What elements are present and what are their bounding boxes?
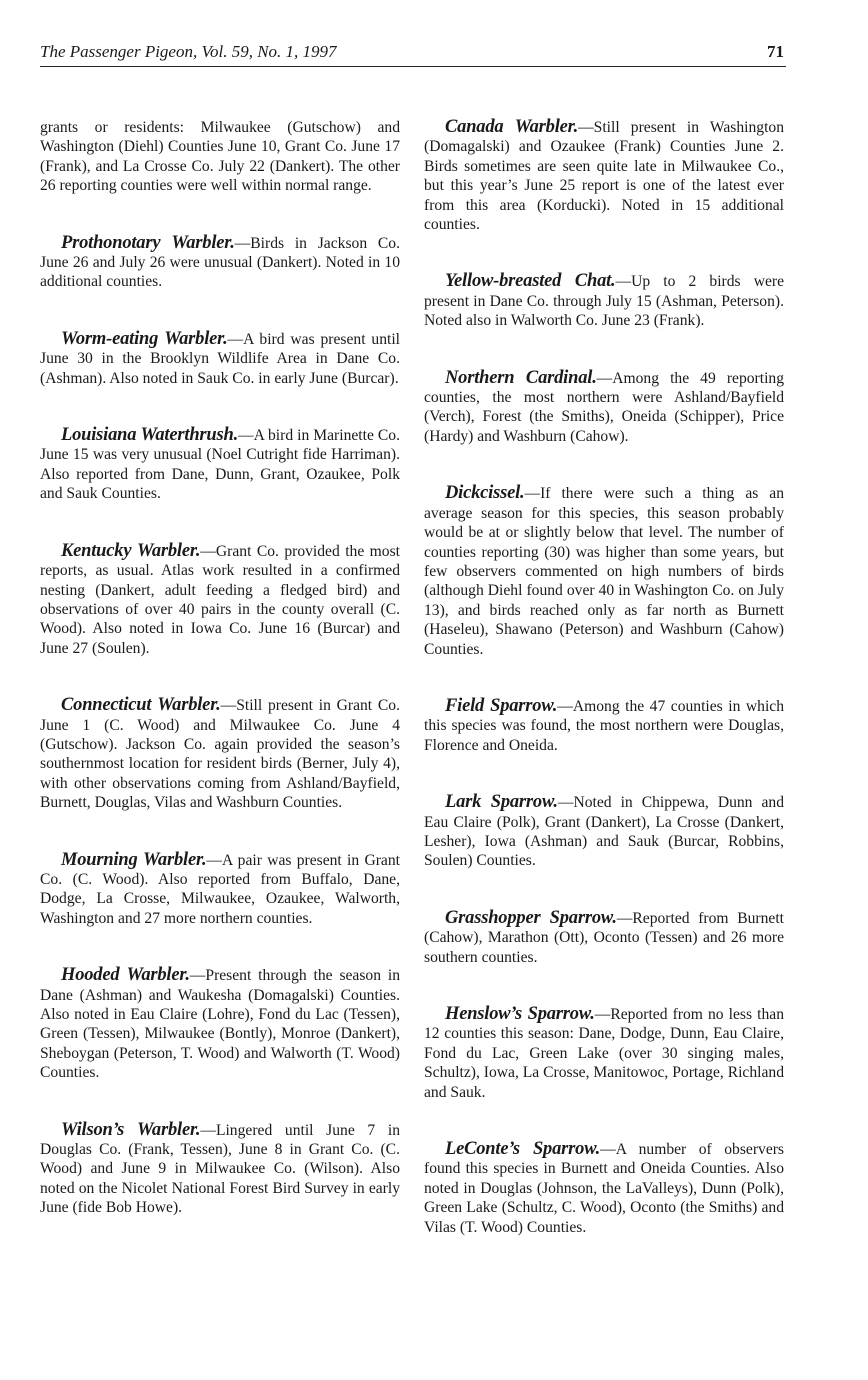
species-name: Lark Sparrow. [445,792,558,813]
account-text: —Lingered until June 7 in Douglas Co. (Frank, Tessen), June 8 in Grant Co. (C. Wood) and June 9 in Milwaukee Co. (Wilson). Also noted on the Nicolet National Forest Bird Survey in early June (fide Bob Howe). [40,1121,400,1217]
species-account [424,369,784,447]
account-text: —Reported from no less than 12 counties this season: Dane, Dodge, Dunn, Eau Claire, Fond du Lac, Green Lake (over 30 singing males, Schultz), Iowa, La Crosse, Manitowoc, Portage, Richland and Sauk. [424,1006,785,1101]
account-text: —Grant Co. provided the most reports, as usual. Atlas work resulted in a confirmed nesting (Dankert, adult feeding a fledged bird) and observations of over 40 pairs in the county overall (C. Wood). Also noted in Iowa Co. June 16 (Burcar) and June 27 (Soulen). [40,542,400,657]
account-text: —Birds in Jackson Co. June 26 and July 26 were unusual (Dankert). Noted in 10 additional counties. [40,234,400,291]
species-name: Worm-eating Warbler. [61,328,228,349]
species-name: Mourning Warbler. [61,849,207,870]
species-account [40,1121,400,1218]
species-account [40,696,400,812]
account-text: grants or residents: Milwaukee (Gutschow) and Washington (Diehl) Counties June 10, Grant Co. June 17 (Frank), and La Crosse Co. July 22 (Dankert). The other 26 reporting counties were well within normal range. [40,119,400,195]
account-text: —Among the 49 reporting counties, the most northern were Ashland/Bayfield (Verch), Forest (the Smiths), Oneida (Schipper), Price (Hardy) and Washburn (Cahow). [424,369,785,445]
running-header [40,40,786,67]
species-account [40,330,400,388]
account-text: —A number of observers found this species in Burnett and Oneida Counties. Also noted in Douglas (Johnson, the LaValleys), Dunn (Polk), Green Lake (Schultz, C. Wood), Oconto (the Smiths) and Vilas (T. Wood) Counties. [424,1141,785,1236]
left-column [40,118,400,1256]
account-text: —Noted in Chippewa, Dunn and Eau Claire (Polk), Grant (Dankert), La Crosse (Dankert, Lesher), Iowa (Ashman) and Sauk (Burcar, Robbins, Soulen) Counties. [424,794,785,870]
species-name: Canada Warbler. [445,117,579,137]
species-account [40,118,400,196]
account-text: —A bird in Marinette Co. June 15 was very unusual (Noel Cutright fide Harriman). Also reported from Dane, Dunn, Grant, Ozaukee, Polk and Sauk Counties. [40,427,400,503]
species-account [424,272,784,330]
species-account [40,966,400,1082]
account-text: —A bird was present until June 30 in the Brooklyn Wildlife Area in Dane Co. (Ashman). Also noted in Sauk Co. in early June (Burcar). [40,330,400,387]
species-account [424,1140,784,1237]
species-account [424,909,784,967]
species-account [424,697,784,755]
account-text: —A pair was present in Grant Co. (C. Wood). Also reported from Buffalo, Dane, Dodge, La Crosse, Milwaukee, Ozaukee, Walworth, Washington and 27 more northern counties. [40,851,400,927]
species-name: Field Sparrow. [445,695,558,716]
species-name: Hooded Warbler. [61,965,190,986]
species-account [424,484,784,659]
journal-title: The Passenger Pigeon, Vol. 59, No. 1, 1997 [40,42,337,61]
species-account [40,426,400,504]
account-text: —Up to 2 birds were present in Dane Co. through July 15 (Ashman, Peterson). Noted also in Walworth Co. June 23 (Frank). [424,273,784,330]
account-text: —Among the 47 counties in which this species was found, the most northern were Douglas, Florence and Oneida. [424,697,784,754]
species-account [40,542,400,658]
species-account [424,118,784,234]
species-name: LeConte’s Sparrow. [445,1139,601,1160]
species-name: Connecticut Warbler. [61,695,221,716]
account-text: —If there were such a thing as an average season for this species, this season probably would be at or slightly below that level. The number of counties reporting (30) was higher than some years, but few observers commented on high numbers of birds (although Diehl found over 40 in Washington Co. on July 13), and birds reached only as far north as Burnett (Haseleu), Shawano (Peterson) and Washburn (Cahow) Counties. [424,485,784,658]
account-text: —Still present in Grant Co. June 1 (C. Wood) and Milwaukee Co. June 4 (Gutschow). Jackson Co. again provided the season’s southernmost location for resident birds (Berner, July 4), with other observations coming from Ashland/Bayfield, Burnett, Douglas, Vilas and Washburn Counties. [40,697,400,812]
species-account [40,851,400,929]
species-name: Northern Cardinal. [445,367,597,388]
species-name: Dickcissel. [445,483,525,504]
species-name: Louisiana Waterthrush. [61,425,239,446]
account-text: —Still present in Washington (Domagalski) and Ozaukee (Frank) Counties June 2. Birds sometimes are seen quite late in Milwaukee Co., but this year’s June 25 report is one of the latest ever from this area (Korducki). Noted in 15 additional counties. [424,119,784,234]
account-text: —Present through the season in Dane (Ashman) and Waukesha (Domagalski) Counties. Also noted in Eau Claire (Lohre), Fond du Lac (Tessen), Green (Tessen), Milwaukee (Bontly), Monroe (Dankert), Sheboygan (Peterson, T. Wood) and Walworth (T. Wood) Counties. [40,967,401,1082]
species-account [424,793,784,871]
species-name: Kentucky Warbler. [61,540,201,561]
species-name: Grasshopper Sparrow. [445,907,617,928]
account-text: —Reported from Burnett (Cahow), Marathon (Ott), Oconto (Tessen) and 26 more southern counties. [424,909,785,966]
right-column [424,118,784,1275]
species-name: Henslow’s Sparrow. [445,1004,595,1024]
species-account [424,1005,784,1102]
page-number: 71 [767,42,784,61]
species-name: Yellow-breasted Chat. [445,271,616,292]
species-name: Prothonotary Warbler. [61,232,235,253]
species-name: Wilson’s Warbler. [61,1119,201,1140]
species-account [40,234,400,292]
